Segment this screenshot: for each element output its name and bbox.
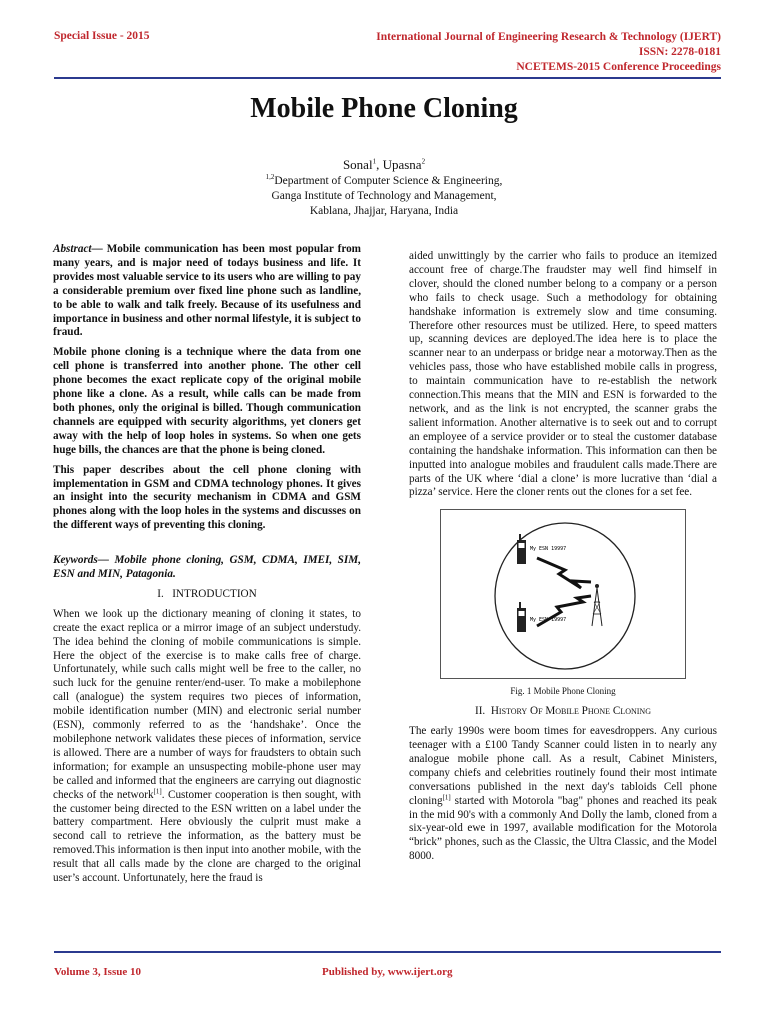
affiliation-line-2: Ganga Institute of Technology and Management,: [271, 190, 497, 202]
section-1-text-a: When we look up the dictionary meaning of cloning it states, to create the exact replica or a mirror image of an subject understudy. The idea behind the cloning of mobile communications is simple. Here the object of the exercise is to make calls free of charge. Unfortunately, while such calls might well be free to the caller, no such luck for the genuine renter/end-user. To make a mobilephone call (analogue) the system requires two pieces of information, mobile identification number (MIN) and electronic serial number (ESN), commonly referred to as the ‘handshake’. Once the mobilephone network validates these pieces of information, service is allowed. There are a number of ways for fraudsters to obtain such information; for example an unsuspecting mobile-phone user may be called and informed that the engineers are carrying out diagnostic checks of the network: [53, 607, 361, 801]
section-1-body: [53, 608, 361, 886]
keywords-text: — Mobile phone cloning, GSM, CDMA, IMEI, SIM, ESN and MIN, Patagonia.: [53, 554, 361, 581]
affiliation-line-1: [0, 174, 768, 189]
figure-1: [440, 509, 686, 679]
author-separator: ,: [376, 157, 383, 172]
right-column: [409, 250, 717, 870]
keywords-label: Keywords: [53, 554, 98, 567]
abstract-text-1: Mobile communication has been most popular from many years, and is major need of todays business and life. It provides most valuable service to its users who are willing to pay a considerable premium over fixed line phone such as landline, to be able to walk and talk freely. Because of its usefulness and importance in business and other normal lifestyle, it is subject to fraud.: [53, 243, 361, 339]
paper-authors: [0, 157, 768, 173]
affiliation-mark: 1,2: [265, 173, 275, 182]
header-journal: [301, 30, 721, 75]
author-1-mark: 1: [372, 157, 377, 166]
footer-publisher: Published by, www.ijert.org: [322, 966, 453, 978]
citation-ref: [1]: [153, 786, 162, 795]
author-1: Sonal: [342, 157, 373, 172]
author-2-mark: 2: [421, 157, 426, 166]
author-2: Upasna: [382, 157, 422, 172]
signal-bolt-icon: [537, 558, 591, 588]
abstract-paragraph-2: Mobile phone cloning is a technique where the data from one cell phone is transferred into another phone. The other cell phone becomes the exact replicate copy of the original mobile phone like a clone. As a result, while calls can be made from both phones, only the original is billed. Though communication channels are equipped with security algorithms, yet cloners get away with the help of loop holes in systems. So when one gets huge bills, the chances are that the phone is being cloned.: [53, 346, 361, 456]
abstract-label: Abstract: [53, 243, 92, 255]
section-1-text-b: . Customer cooperation is then sought, with the customer being directed to the ESN written on a label under the battery compartment. Here obviously the culprit must make a second call to retrieve the information, as the battery must be removed.This information is then input into another mobile, with the result that all calls made by the clone are charged to the original user’s account. Unfortunately, here the fraud is: [53, 788, 361, 885]
section-2-body: [409, 725, 717, 864]
phone-2-label: My ESN 19997: [530, 617, 567, 624]
figure-1-caption: Fig. 1 Mobile Phone Cloning: [510, 686, 616, 697]
abstract-paragraph-1: [53, 243, 361, 340]
header-issn: ISSN: 2278-0181: [638, 46, 721, 58]
paper-title: Mobile Phone Cloning: [250, 93, 518, 124]
header-rule: [54, 77, 721, 79]
section-1-heading: [53, 588, 361, 602]
affiliation: [0, 174, 768, 219]
abstract-dash: —: [91, 243, 107, 255]
section-2-text-b: started with Motorola "bag" phones and reached its peak in the mid 90's with a commonly And Dolly the lamb, cloned from a six-year-old ewe in 1997, available modification for the Motorola “brick” phones, such as the Classic, the Ultra Classic, and the Model 8000.: [409, 794, 717, 863]
section-1-title: INTRODUCTION: [172, 587, 257, 600]
coverage-circle: [495, 523, 635, 669]
affiliation-dept: Department of Computer Science & Engineering,: [274, 175, 503, 187]
abstract-paragraph-3: This paper describes about the cell phone cloning with implementation in GSM and CDMA technology phones. It gives an insight into the security mechanism in CDMA and GSM phones along with the loop holes in the systems and discusses on the different ways of preventing this cloning.: [53, 463, 361, 532]
header-journal-name: International Journal of Engineering Research & Technology (IJERT): [376, 31, 721, 43]
phone-1-label: My ESN 19997: [530, 546, 567, 553]
affiliation-line-3: Kablana, Jhajjar, Haryana, India: [309, 205, 459, 217]
keywords: [53, 554, 361, 582]
section-1-number: I.: [157, 587, 164, 600]
cell-tower-icon: [592, 584, 602, 626]
header-issue: Special Issue - 2015: [54, 30, 150, 42]
intro-continued: aided unwittingly by the carrier who fails to produce an itemized account free of charge.The fraudster may well find himself in clover, should the cloned number belong to a company or a person who fails to check usage. Such a methodology for obtaining handshake information is extremely slow and time consuming. Therefore other resources must be utilized. Here, to speed matters up, scanning devices are deployed.The idea here is to place the scanner near to an underpass or bridge near a motorway.Then as the vehicles pass, those who have established mobile calls in progress, to maintain communication have to re-establish the network connection.This means that the MIN and ESN is forwarded to the network, and as the link is not encrypted, the scanner grabs the salient information. Another alternative is to seek out and to corrupt an employee of a service provider or to steal the customer database containing the handshake information. This information can then be inputted into analogue mobiles and fraudulent calls made.There are parts of the UK where ‘dial a clone’ is more lucrative than ‘dial a pizza’ service. Here the cloner rents out the clones for a set fee.: [409, 250, 717, 499]
left-column: [53, 243, 361, 892]
footer-rule: [54, 951, 721, 953]
citation-ref: [1]: [442, 792, 451, 801]
section-2-title: History Of Mobile Phone Cloning: [490, 705, 651, 718]
header-proceedings: NCETEMS-2015 Conference Proceedings: [516, 61, 721, 73]
footer-volume: Volume 3, Issue 10: [54, 966, 141, 978]
section-2-text-a: The early 1990s were boom times for eavesdroppers. Any curious teenager with a £100 Tandy Scanner could listen in to nearly any analogue mobile phone call. As a result, Cabinet Ministers, company chiefs and celebrities routinely found their most intimate conversations published in the next day's tabloids Cell phone cloning: [409, 725, 717, 807]
figure-1-illustration: [441, 510, 685, 678]
section-2-number: II.: [474, 705, 486, 718]
section-2-heading: [409, 705, 717, 719]
